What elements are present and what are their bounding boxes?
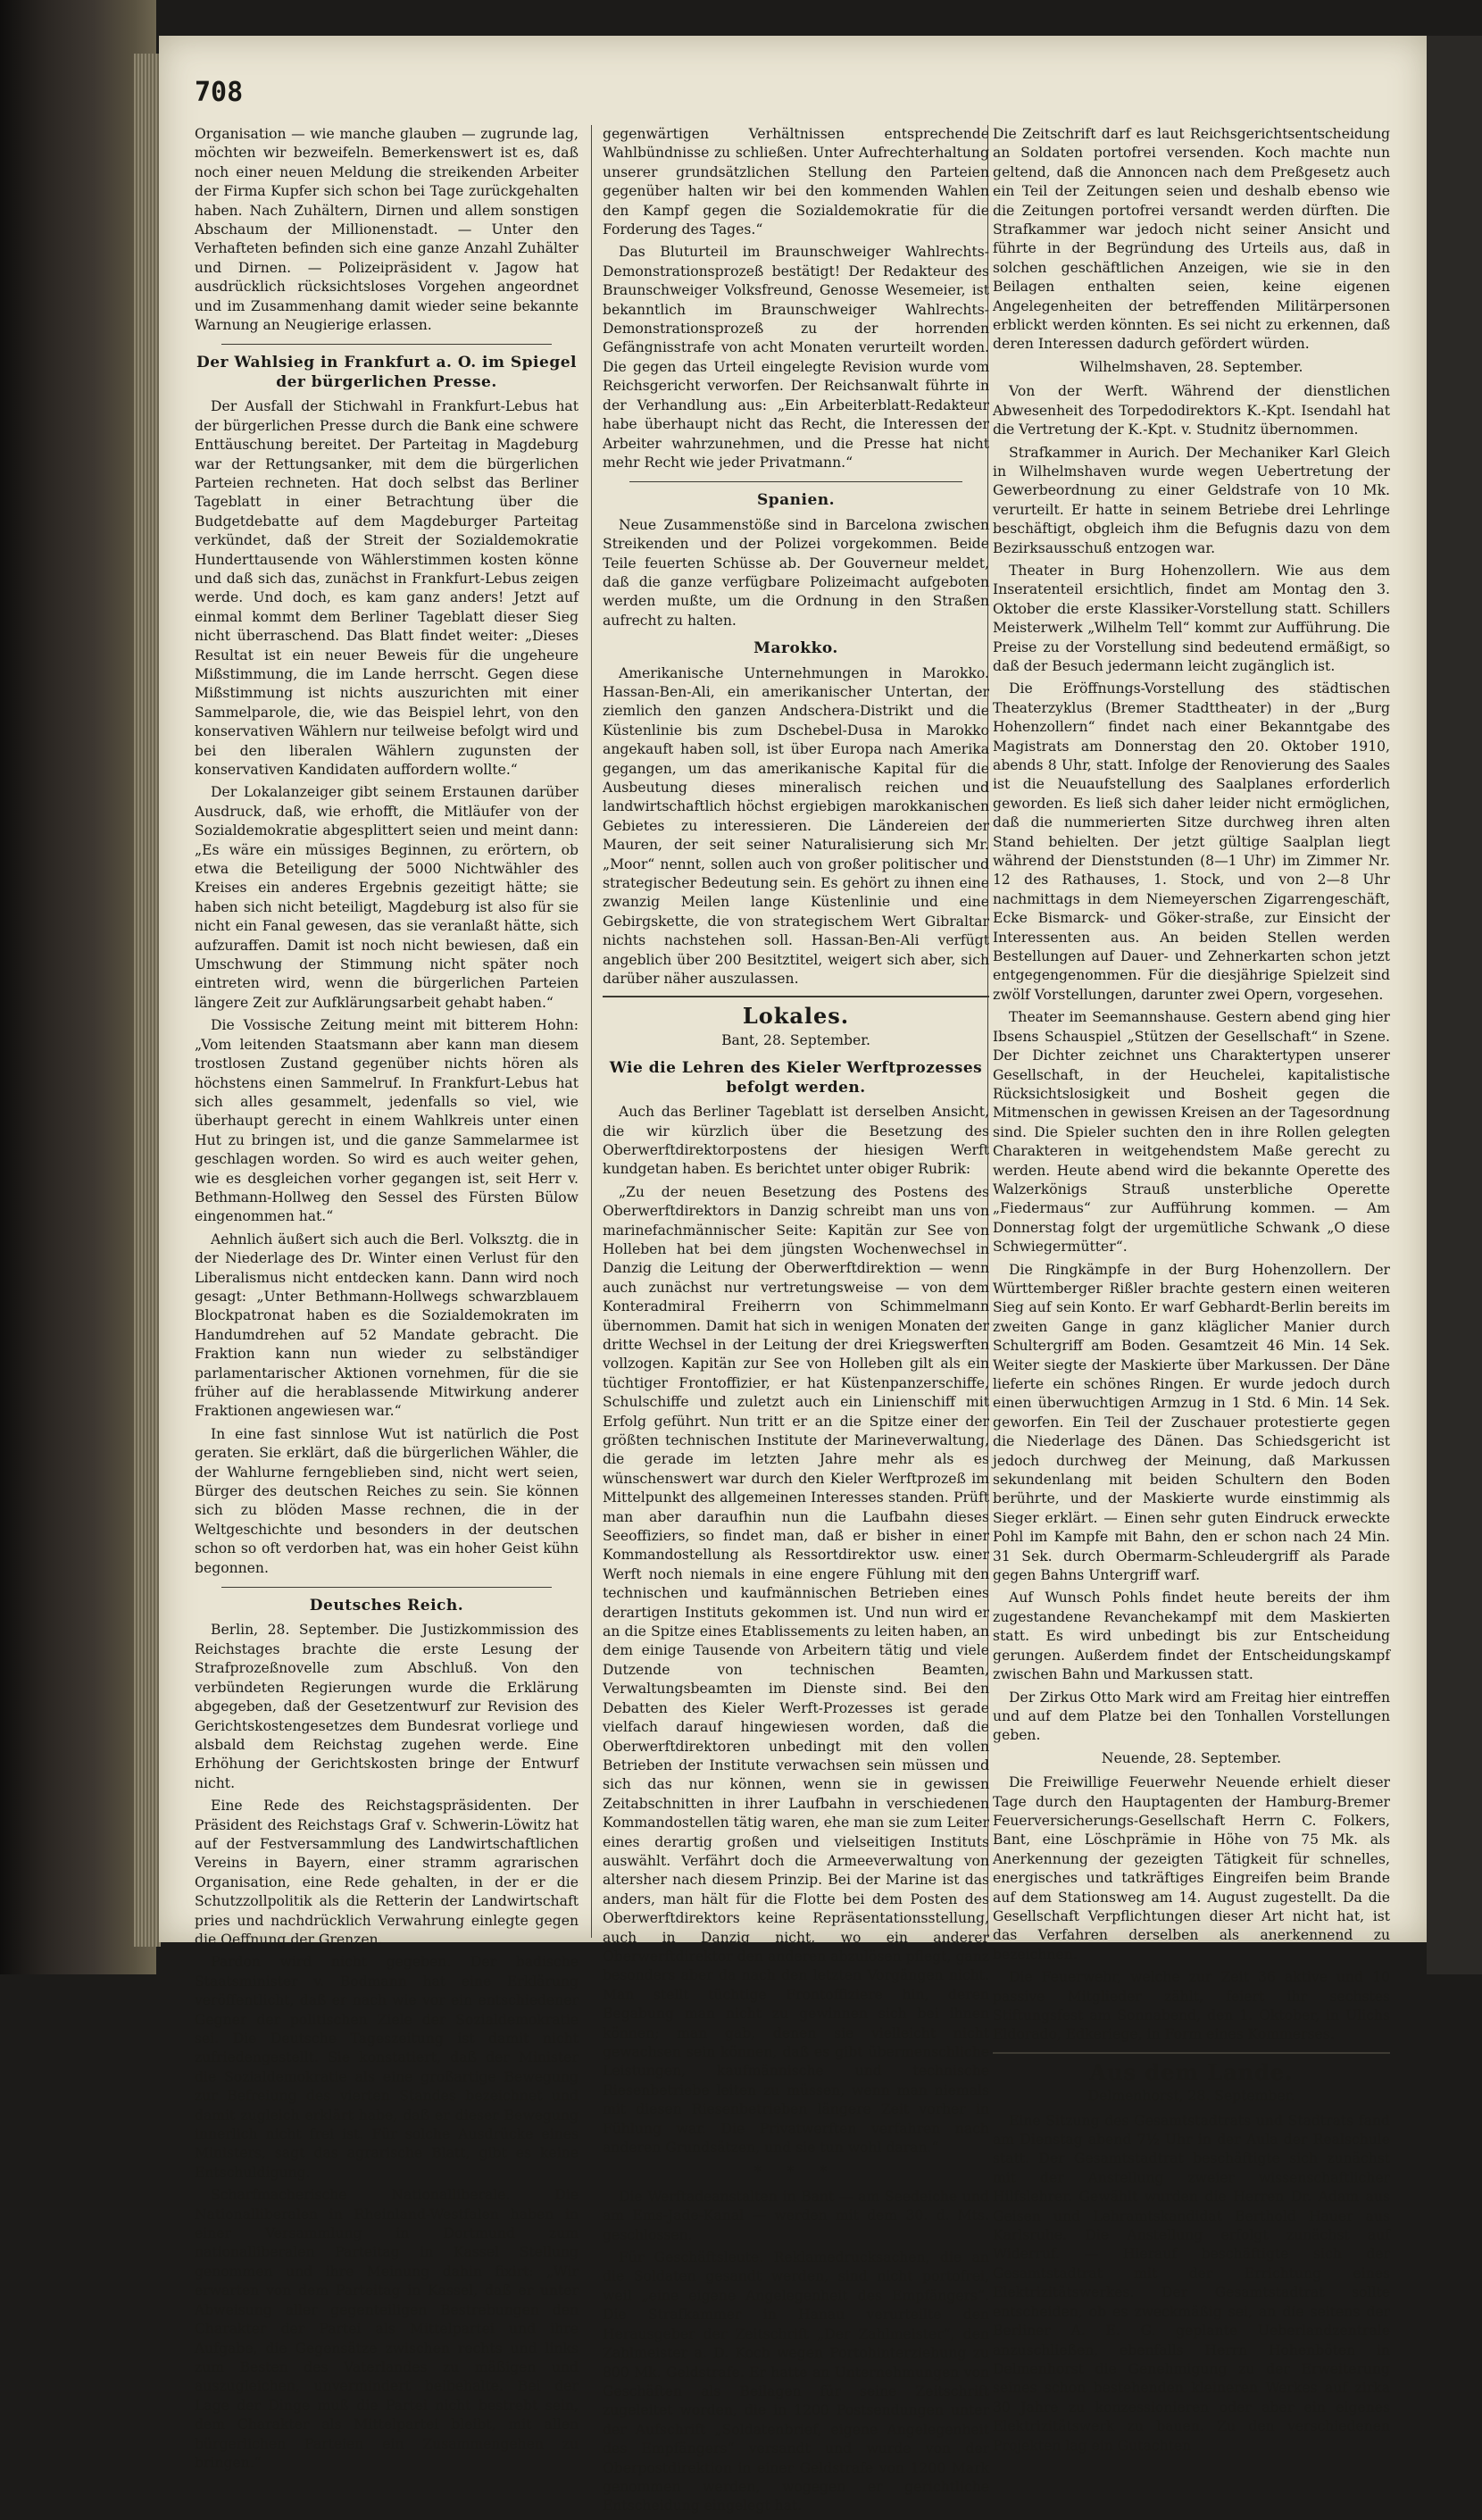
paragraph: Die Ringkämpfe in der Burg Hohenzollern. Der Württemberger Rißler brachte gestern einen weiteren Sieg auf sein Konto. Er warf Gebhardt-Berlin bereits im zweiten Gange in ganz kläglicher Manier durch Schultergriff am Boden. Gesamtzeit 46 Min. 14 Sek. Weiter siegte der Maskierte über Markussen. Der Däne lieferte ein schönes Ringen. Er wurde jedoch durch einen überwuchtigen Armzug in 1 Std. 6 Min. 14 Sek. geworfen. Ein Teil der Zuschauer protestierte gegen die Niederlage des Dänen. Das Schiedsgericht ist jedoch durchweg der Meinung, daß Markussen sekundenlang mit beiden Schultern den Boden berührte, und der Maskierte wurde einstimmig als Sieger erklärt. — Einen sehr guten Eindruck erweckte Pohl im Kampfe mit Bahn, den er schon nach 24 Min. 31 Sek. durch Obermarm-Schleudergriff als Parade gegen Bahns Untergriff warf. [993,1261,1390,1584]
dateline: Delmenhorst, 28. September. [1087,2088,1295,2105]
paragraph: Die Werftadeanstalten in Bant — am Seedeiche und am Ems-Jade-Kanal — werden mit dem 30. d. Mts. geschlossen. [603,2188,989,2243]
headline: Der Wahlsieg in Frankfurt a. O. im Spiegel der bürgerlichen Presse. [196,354,577,391]
paragraph: Für Geschäftsleute. Reklamedrucksachen, die an die Soldaten gesandt werden, sind nicht portofrei, weil „eine eigene Angelegenheit des Empfängers“. Die Strafkammer in Hanau verurteilte den Herausgeber der Zeitschrift „Der Zahlmeister“, den Zahlmeister a. D. Koch wegen Portohinterziehung zu 800 Mk. Geldstrafe. Er hatte an Unternehmungen von Geschäften als Beilagen für seine Zeitschrift zugeleitet worden, die in 1200 Postsendungen unter der Aufschrift „Soldatenbrief, eigene Angelegenheit des Empfängers“ versandt und wurde von der Oberpostdirektion in einer Geldstrafe von 1200 Mark genommen werden, wogegen er gerichtliche Entscheidung eingelegt hat. [603,2249,989,2515]
paragraph: Eine Sitzung des Gesamtstadtrats und Stadtrats fand am Dienstag abend 7½ Uhr in der Aula der Realschule statt. Der Gesamtstadtrat beschäftigte sich zunächst mit der Anstellung zweier wissenschaftlicher Hilfslehrer. Gewählt wurden die Herren Dr. Adam aus Geisen und Lehramtskandidat Berthold Hauer aus Karlsruhe. Die Anstellung erfolgt zunächst auf Widerruf. — Hierauf beschäftigte sich der Gesamtstadtrat mit der Errichtung eines Elektrizitätswerkes. Der Gesamtstadtrat sollte entscheiden, ob es zweckmäßig sei, an die seitens der Berliner A. E. G. geplante Ueberlandzentrale anzuschließen, ebenfalls Herrn Hohenböten in Delmenhorst die Genehmigung zu der Erweiterung seines schon bestehenden kleineren Werkes auf zirka 30 Jahre zu konzessionieren oder aber ein eigenes Elektrizitätswerk zu bauen. Zu den verschiedenen Projekten lag ein Gutachten [993,2112,1390,2454]
section-heading: Spanien. [756,491,836,510]
divider [629,481,962,482]
paragraph: Der Ausfall der Stichwahl in Frankfurt-Lebus hat der bürgerlichen Presse durch die Bank eine schwere Enttäuschung bereitet. Der Parteitag in Magdeburg war der Rettungsanker, mit dem die bürgerlichen Parteien rechneten. Hat doch selbst das Berliner Tageblatt in einer Betrachtung über die Budgetdebatte auf dem Magdeburger Parteitag verkündet, daß der Streit der Sozialdemokratie Hunderttausende von Wählerstimmen kosten könne und daß sich das, zunächst in Frankfurt-Lebus zeigen werde. Und doch, es kam ganz anders! Jetzt auf einmal kommt dem Berliner Tageblatt dieser Sieg nicht überraschend. Das Blatt findet weiter: „Dieses Resultat ist ein neuer Beweis für die ungeheure Mißstimmung, die im Lande herrscht. Gegen diese Mißstimmung ist nichts auszurichten mit einer Sammelparole, die, wie das Beispiel lehrt, von den konservativen Wählern nur teilweise befolgt wird und bei den liberalen Wählern zugunsten der konservativen Kandidaten auffordern wollte.“ [195,398,579,778]
paragraph: Die Zeitschrift darf es laut Reichsgerichtsentscheidung an Soldaten portofrei versenden. Koch machte nun geltend, daß die Annoncen nach dem Preßgesetz auch ein Teil der Zeitungen seien und deshalb ebenso wie die Zeitungen portofrei versandt werden dürften. Die Strafkammer war jedoch nicht seiner Ansicht und führte in der Begründung des Urteils aus, daß in solchen geschäftlichen Anzeigen, wie sie in den Beilagen enthalten seien, keine eigenen Angelegenheiten der betreffenden Militärpersonen erblickt werden könnten. Es sei nicht zu erkennen, daß deren Interessen dadurch gefördert würden. [993,126,1390,353]
paragraph: Berlin, 28. September. Die Justizkommission des Reichstages brachte die erste Lesung der Strafprozeßnovelle zum Abschluß. Von den verbündeten Regierungen wurde die Erklärung abgegeben, daß der Gesetzentwurf zur Revision des Gerichtskostengesetzes dem Bundesrat vorliege und alsbald dem Reichstag zugehen werde. Eine Erhöhung der Gerichtskosten bringe der Entwurf nicht. [195,1622,579,1791]
divider [221,344,552,345]
section-heading: Aus dem Lande. [1089,2058,1294,2085]
paragraph: Amerikanische Unternehmungen in Marokko. Hassan-Ben-Ali, ein amerikanischer Untertan, der ziemlich den ganzen Andschera-Distrikt und die Küstenlinie bis zum Dschebel-Dusa in Marokko angekauft haben soll, ist über Europa nach Amerika gegangen, um das amerikanische Kapital für die Ausbeutung dieses mineralisch reichen und landwirtschaftlich höchst ergiebigen marokkanischen Gebietes zu interessieren. Die Ländereien der Mauren, der seit seiner Naturalisierung sich Mr. „Moor“ nennt, sollen auch von großer politischer und strategischer Bedeutung sein. Es gehört zu ihnen eine zwanzig Meilen lange Küstenlinie und eine Gebirgskette, die von strategischem Wert Gibraltar nichts nachstehen soll. Hassan-Ben-Ali verfügt angeblich über 200 Besitztitel, weigert sich aber, sich darüber näher auszulassen. [603,664,989,988]
divider [993,2052,1390,2054]
paragraph: Die Feuerwehr, welche zur Zeit 36 aktive und 10 passive Mitglieder zählt, feiert ihr sechstes Stiftungsfest am Sonnabend, den 1. Oktober, in Ulichs Eldorado, Edkeriege, in Form eines Kommerses. [993,1969,1390,2043]
headline: Wie die Lehren des Kieler Werftprozesses befolgt werden. [609,1059,983,1097]
paragraph: Neue Zusammenstöße sind in Barcelona zwischen Streikenden und der Polizei vorgekommen. Beide Teile feuerten Schüsse ab. Der Gouverneur meldet, daß die ganze verfügbare Polizeimacht aufgeboten werden mußte, um die Ordnung in den Straßen aufrecht zu halten. [603,516,989,629]
paragraph: Der Zirkus Otto Mark wird am Freitag hier eintreffen und auf dem Platze bei den Tonhallen Vorstellungen geben. [993,1689,1390,1744]
dateline: Wilhelmshaven, 28. September. [1079,358,1303,375]
paragraph: Aehnlich äußert sich auch die Berl. Volksztg. die in der Niederlage des Dr. Winter einen Verlust für den Liberalismus nicht entdecken kann. Dann wird noch gesagt: „Unter Bethmann-Hollwegs schwarzblauem Blockpatronat haben es die Sozialdemokraten im Handumdrehen auf 52 Mandate gebracht. Die Fraktion kann nun wieder zu selbständiger parlamentarischer Aktionen vornehmen, für die sie früher auf die herablassende Mitwirkung anderer Fraktionen angewiesen war.“ [195,1231,579,1420]
column-3 [993,125,1390,2459]
paragraph: Von der Werft. Während der dienstlichen Abwesenheit des Torpedodirektors K.-Kpt. Isendahl hat die Vertretung der K.-Kpt. v. Studnitz übernommen. [993,383,1390,438]
column-2 [603,125,989,2520]
section-heading: Lokales. [742,1003,850,1030]
paragraph: Pardon wird nicht gegeben. Der badische Staatsminister v. Bodmann hat eine Erklärung veröffentlicht, daß er nach wie vor ein entschiedener Gegner der politischen Ziele der Sozialdemokratie sei. Die Deutsche Tageszeitung ist damit nicht zufriedengestellt. Sie konstatiert, daß der Minister die Sozialdemokratie als eine großartige Bewegung zur Befreiung des vierten Standes bezeichnet und damit zugleich erklärt habe, daß er dieser Bewegung innerlich nicht frei ist. Für solche Ausdrücke eines Ministers, sagt das agrarische Blatt, gibt es keine Entschuldigung. [195,1954,579,2181]
separator-stars: * * * [753,2164,838,2181]
paragraph: Eine Rede des Reichstagspräsidenten. Der Präsident des Reichstags Graf v. Schwerin-Löwitz hat auf der Festversammlung des Landwirtschaftlichen Vereins in Bayern, einer stramm agrarischen Organisation, eine Rede gehalten, in der er die Schutzzollpolitik als die Retterin der Landwirtschaft pries und nachdrücklich Verwahrung einlegte gegen die Oeffnung der Grenzen. [195,1798,579,1948]
column-rule [591,125,592,1938]
newspaper-page [159,36,1427,2515]
section-heading: Deutsches Reich. [309,1597,464,1615]
scan-background [1427,36,1482,1974]
paragraph: Das Bluturteil im Braunschweiger Wahlrechts-Demonstrationsprozeß bestätigt! Der Redakteur des Braunschweiger Volksfreund, Genosse Wesemeier, ist bekanntlich im Braunschweiger Wahlrechts-Demonstrationsprozeß zu der horrenden Gefängnisstrafe von acht Monaten verurteilt worden. Die gegen das Urteil eingelegte Revision wurde vom Reichsgericht verworfen. Der Reichsanwalt führte in der Verhandlung aus: „Ein Arbeiterblatt-Redakteur habe überhaupt nicht das Recht, die Interessen der Arbeiter wahrzunehmen, und die Presse hat nicht mehr Recht wie jeder Privatmann.“ [603,244,989,471]
divider [603,996,989,997]
section-heading: Marokko. [753,639,838,658]
paragraph: Theater im Seemannshause. Gestern abend ging hier Ibsens Schauspiel „Stützen der Gesellschaft“ in Szene. Der Dichter zeichnet uns Charaktertypen unserer Gesellschaft, in der Heuchelei, kapitalistische Rücksichtslosigkeit und Bosheit gegen die Mitmenschen in gewissen Kreisen an der Tagesordnung sind. Die Spieler suchten den in ihre Rollen gelegten Charakteren in weitgehendstem Maße gerecht zu werden. Heute abend wird die bekannte Operette des Walzerkönigs Strauß unsterbliche Operette „Fiedermaus“ zur Aufführung kommen. — Am Donnerstag folgt der urgemütliche Schwank „O diese Schwiegermütter“. [993,1009,1390,1256]
paragraph: Auf Wunsch Pohls findet heute bereits der ihm zugestandene Revanchekampf mit dem Maskierten statt. Es wird unbedingt bis zur Entscheidung gerungen. Außerdem findet der Entscheidungskampf zwischen Bahn und Markussen statt. [993,1590,1390,1683]
book-spine [0,0,156,1974]
dateline: Neuende, 28. September. [1101,1749,1282,1766]
paragraph: Strafkammer in Aurich. Der Mechaniker Karl Gleich in Wilhelmshaven wurde wegen Uebertretung der Gewerbeordnung zu einer Geldstrafe von 10 Mk. verurteilt. Er hatte in seinem Betriebe drei Lehrlinge beschäftigt, obgleich ihm die Befugnis dazu von dem Bezirksausschuß entzogen war. [993,444,1390,556]
paragraph: Auch das Berliner Tageblatt ist derselben Ansicht, die wir kürzlich über die Besetzung des Oberwerftdirektorpostens der hiesigen Werft kundgetan haben. Es berichtet unter obiger Rubrik: [603,1104,989,1178]
paragraph: Die Eröffnungs-Vorstellung des städtischen Theaterzyklus (Bremer Stadttheater) in der „Burg Hohenzollern“ findet nach einer Bekanntgabe des Magistrats am Donnerstag den 20. Oktober 1910, abends 8 Uhr, statt. Infolge der Renovierung des Saales ist die Neuaufstellung des Saalplanes erforderlich geworden. Es ließ sich daher leider nicht ermöglichen, daß die nummerierten Sitze durchweg ihren alten Stand behielten. Der jetzt gültige Saalplan liegt während der Dienststunden (8—1 Uhr) im Zimmer Nr. 12 des Rathauses, 1. Stock, und von 2—8 Uhr nachmittags in dem Niemeyerschen Zigarrengeschäft, Ecke Bismarck- und Göker-straße, zur Einsicht der Interessenten aus. An beiden Stellen werden Bestellungen auf Dauer- und Zehnerkarten schon jetzt entgegengenommen. Für die diesjährige Spielzeit sind zwölf Vorstellungen, darunter zwei Opern, vorgesehen. [993,680,1390,1003]
column-1 [195,125,579,2476]
paragraph: Theater in Burg Hohenzollern. Wie aus dem Inseratenteil ersichtlich, findet am Montag den 3. Oktober die erste Klassiker-Vorstellung statt. Schillers Meisterwerk „Wilhelm Tell“ kommt zur Aufführung. Die Preise zu der Vorstellung sind bedeutend ermäßigt, so daß der Besuch jedermann leicht zugänglich ist. [993,562,1390,674]
dateline: Bant, 28. September. [721,1031,870,1048]
divider [221,1587,552,1588]
paragraph: Organisation — wie manche glauben — zugrunde lag, möchten wir bezweifeln. Bemerkenswert ist es, daß noch einer neuen Meldung die streikenden Arbeiter der Firma Kupfer sich schon bei Tage zurückgehalten haben. Nach Zuhältern, Dirnen und allem sonstigen Abschaum der Millionenstadt. — Unter den Verhafteten befinden sich eine ganze Anzahl Zuhälter und Dirnen. — Polizeipräsident v. Jagow hat ausdrücklich rücksichtsloses Vorgehen angeordnet und im Zusammenhang damit wieder seine bekannte Warnung an Neugierige erlassen. [195,126,579,334]
paragraph: Die Freiwillige Feuerwehr Neuende erhielt dieser Tage durch den Hauptagenten der Hamburg-Bremer Feuerversicherungs-Gesellschaft Herrn C. Folkers, Bant, eine Löschprämie in Höhe von 75 Mk. als Anerkennung der gezeigten Tätigkeit für schnelles, energisches und tatkräftiges Eingreifen beim Brande auf dem Stationsweg am 14. August zugestellt. Da die Gesellschaft Verpflichtungen dieser Art nicht hat, ist das Verfahren derselben als anerkennend zu bezeichnen. [993,1774,1390,1963]
paragraph: Der Lokalanzeiger gibt seinem Erstaunen darüber Ausdruck, daß, wie erhofft, die Mitläufer von der Sozialdemokratie abgesplittert seien und meint dann: „Es wäre ein müssiges Beginnen, zu erörtern, ob etwa die Beteiligung der 5000 Nichtwähler des Kreises ein anderes Ergebnis gezeitigt hätte; sie haben sich nicht beteiligt, Magdeburg ist also für sie nicht ein Fanal gewesen, das sie veranlaßt hätte, sich aufzuraffen. Damit ist noch nicht bewiesen, daß ein Umschwung der Stimmung nicht später noch eintreten wird, wenn die bürgerlichen Parteien längere Zeit zur Aufklärungsarbeit gehabt haben.“ [195,784,579,1011]
paragraph: gegenwärtigen Verhältnissen entsprechende Wahlbündnisse zu schließen. Unter Aufrechterhaltung unserer grundsätzlichen Stellung den Parteien gegenüber halten wir bei den kommenden Wahlen den Kampf gegen die Sozialdemokratie für die Forderung des Tages.“ [603,126,989,238]
paragraph: „Zu der neuen Besetzung des Postens des Oberwerftdirektors in Danzig schreibt man uns von marinefachmännischer Seite: Kapitän zur See von Holleben hat bei dem jüngsten Wochenwechsel in Danzig die Leitung der Oberwerftdirektion — wenn auch zunächst nur vertretungsweise — von dem Konteradmiral Freiherrn von Schimmelmann übernommen. Damit hat sich in wenigen Monaten der dritte Wechsel in der Leitung der drei Kriegswerften vollzogen. Kapitän zur See von Holleben gilt als ein tüchtiger Frontoffizier, er hat Küstenpanzerschiffe, Schulschiffe und zuletzt auch ein Linienschiff mit Erfolg geführt. Nun tritt er an die Spitze einer der größten technischen Institute der Marineverwaltung, die gerade im letzten Jahre mehr als es wünschenswert war durch den Kieler Werftprozeß im Mittelpunkt des allgemeinen Interesses standen. Prüft man aber daraufhin nun die Laufbahn dieses Seeoffiziers, so findet man, daß er bisher in einer Kommandostellung als Ressortdirektor usw. einer Werft noch niemals in eine engere Fühlung mit den technischen und kaufmännischen Betrieben eines derartigen Instituts gekommen ist. Und nun wird er an die Spitze eines Etablissements zu leiten haben, an dem einige Tausende von Arbeitern tätig und viele Dutzende von technischen Beamten, Verwaltungsbeamten im Dienste sind. Bei den Debatten des Kieler Werft-Prozesses ist gerade vielfach darauf hingewiesen worden, daß die Oberwerftdirektoren unbedingt mit den vollen Betrieben der Institute verwachsen sein müssen und sich das nur können, wenn sie in gewissen Zeitabschnitten in ihrer Laufbahn in verschiedenen Kommandostellen tätig waren, ehe man sie zum Leiter eines derartig großen und vielseitigen Instituts auswählt. Verfährt doch die Armeeverwaltung von altersher nach diesem Prinzip. Bei der Marine ist das anders, man hält für die Flotte bei dem Posten des Oberwerftdirektors keine Repräsentationsstellung, auch in Danzig nicht, wo ein anderer Oberwerftdirektor den anderen abzulösen pflegt, ganz besonders aber da nach den letzten Vorgängen nicht. Man stellt tüchtige Frontoffiziere hin, deren Begabung man nicht zu gewinnen sich bei ihnen können; man gab, denen sie vielleicht nicht gewachsen sein können, daß es gibt übermenschliche Leistungen, kaufmännische und technische Riesenbetriebe leiten zu müssen, wenn man niemals mit diesen Riesenbetrieben längere Zeit vorher in Fühlung war. Die Privatwerften verfahren nach anderen Grundsätzen, und sie tun wohl daran.“ [603,1183,989,2157]
paragraph: In eine fast sinnlose Wut ist natürlich die Post geraten. Sie erklärt, daß die bürgerlichen Wähler, die der Wahlurne ferngeblieben sind, nicht wert seien, Bürger des deutschen Reiches zu sein. Sie können sich zu blöden Masse rechnen, die in der Weltgeschichte und besonders in der deutschen schon so oft verdorben hat, was ein hoher Geist kühn begonnen. [195,1425,579,1576]
page-stack-edge [134,54,161,1947]
paragraph: Die Vossische Zeitung meint mit bitterem Hohn: „Vom leitenden Staatsmann aber kann man diesem trostlosen Zustand gegenüber nichts hören als höchstens einen Sammelruf. In Frankfurt-Lebus hat sich alles gesammelt, jedenfalls so viel, wie überhaupt gerecht in einem Wahlkreis unter einen Hut zu bringen ist, und die ganze Sammelarmee ist geschlagen worden. So wird es auch weiter gehen, wie es desgleichen vorher gegangen ist, seit Herr v. Bethmann-Hollweg den Sessel des Fürsten Bülow eingenommen hat.“ [195,1017,579,1225]
paragraph: Scharfmacherische Nationalliberale. Die Nationalliberalen in Rheinland-Westfalen haben in einer Versammlung in Dortmund zum nationalliberalen Parteitag in Kassel Stellung genommen und ihre Meinung dahin fixirt: „Wir erwarten von dem Parteitag in Kassel, daß er unter Abweisung aller gegenteiligen Bestrebungen den Charakter der Partei als Mittelpartei und ihre Aufgabe, die Gegensätze zwischen rechts und links zum Besten des Vaterlandes zu mäßigen und auszugleichen, unvermindert beibehalte. Bei der Lage der Dinge muß die Partei nicht bestrebt sein, dem Charakter als Mittelpartei bleibt, mit allen bürgerlichen Parteien ein Zusammengehen zu bringen.“ [195,2187,579,2471]
page-number: 708 [195,77,244,108]
